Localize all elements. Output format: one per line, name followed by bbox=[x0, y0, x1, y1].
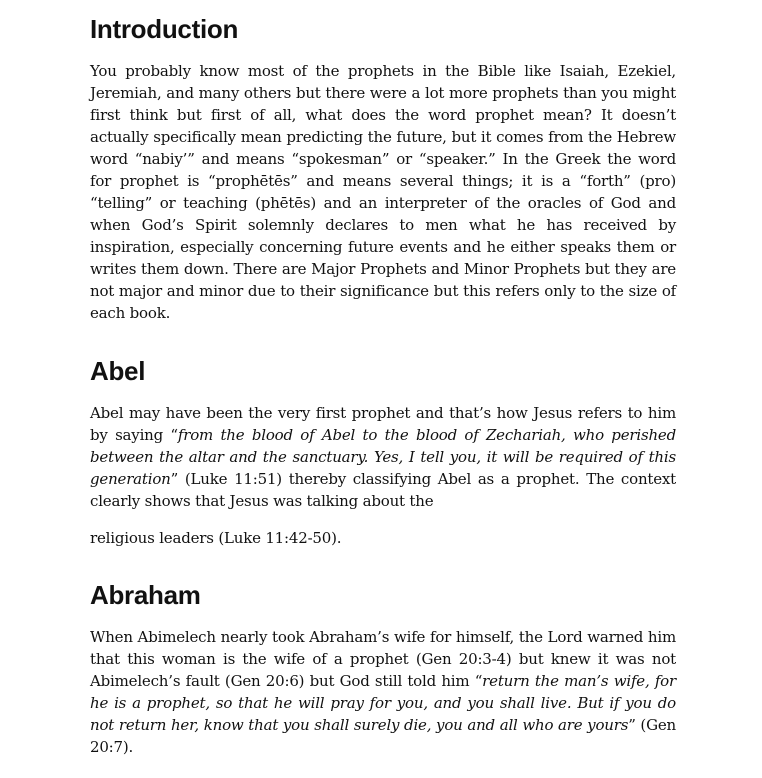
heading-abel: Abel bbox=[90, 356, 146, 386]
paragraph-abel-continued: religious leaders (Luke 11:42-50). bbox=[90, 529, 342, 547]
abel-text-start: Abel may have been the very first prophet and that’s how Jesus refers to him by saying “ bbox=[90, 404, 676, 444]
paragraph-abraham bbox=[90, 626, 676, 758]
heading-abraham: Abraham bbox=[90, 580, 201, 610]
abel-quote: from the blood of Abel to the blood of Zechariah, who perished between the altar and the sanctuary. Yes, I tell you, it will be required of this generation bbox=[90, 426, 676, 488]
abraham-text-start: When Abimelech nearly took Abraham’s wife for himself, the Lord warned him that this woman is the wife of a prophet (Gen 20:3-4) but knew it was not Abimelech’s fault (Gen 20:6) but God still told him “ bbox=[90, 628, 676, 690]
heading-introduction: Introduction bbox=[90, 14, 239, 44]
abel-text-end: ” (Luke 11:51) thereby classifying Abel as a prophet. The context clearly shows that Jesus was talking about the bbox=[90, 470, 676, 510]
paragraph-abel bbox=[90, 402, 676, 512]
abraham-quote: return the man’s wife, for he is a prophet, so that he will pray for you, and you shall live. But if you do not return her, know that you shall surely die, you and all who are yours bbox=[90, 672, 676, 734]
abraham-text-end: ” (Gen 20:7). bbox=[90, 716, 677, 756]
paragraph-introduction: You probably know most of the prophets in the Bible like Isaiah, Ezekiel, Jeremiah, and many others but there were a lot more prophets than you might first think but first of all, what does the word prophet mean? It doesn’t actually specifically mean predicting the future, but it comes from the Hebrew word “nabiy’” and means “spokesman” or “speaker.” In the Greek the word for prophet is “prophētēs” and means several things; it is a “forth” (pro) “telling” or teaching (phētēs) and an interpreter of the oracles of God and when God’s Spirit solemnly declares to men what he has received by inspiration, especially concerning future events and he either speaks them or writes them down. There are Major Prophets and Minor Prophets but they are not major and minor due to their significance but this refers only to the size of each book. bbox=[90, 62, 676, 322]
